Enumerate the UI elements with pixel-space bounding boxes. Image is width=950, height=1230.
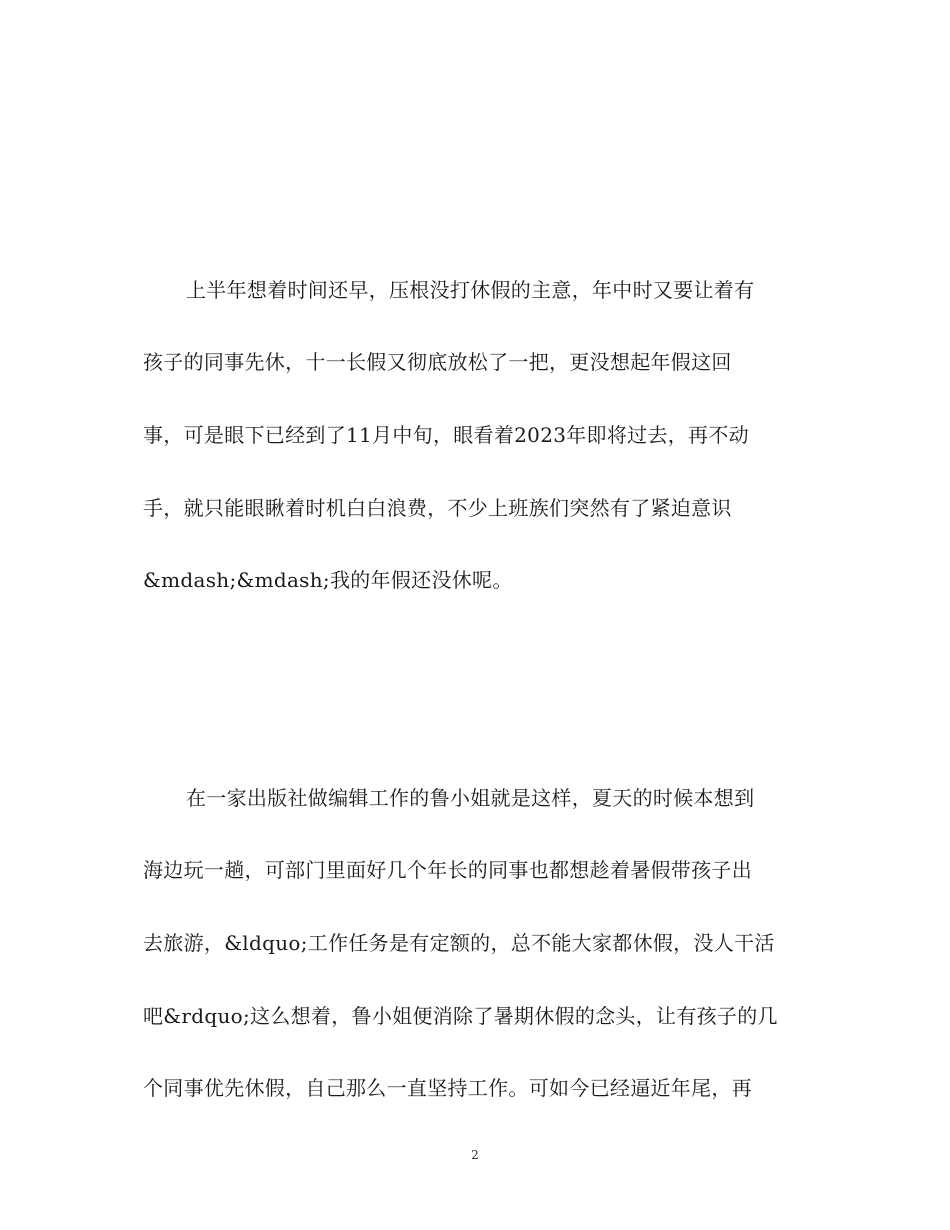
page-number: 2: [471, 1148, 479, 1162]
paragraph-1-line-4: 手，就只能眼瞅着时机白白浪费，不少上班族们突然有了紧迫意识: [143, 496, 732, 520]
paragraph-2-line-4: 吧&rdquo;这么想着，鲁小姐便消除了暑期休假的念头，让有孩子的几: [143, 1004, 778, 1028]
paragraph-1-line-1: 上半年想着时间还早，压根没打休假的主意，年中时又要让着有: [186, 278, 755, 302]
paragraph-1-line-3: 事，可是眼下已经到了11月中旬，眼看着2023年即将过去，再不动: [143, 423, 749, 447]
paragraph-1-line-2: 孩子的同事先休，十一长假又彻底放松了一把，更没想起年假这回: [143, 350, 732, 374]
paragraph-2-line-3: 去旅游，&ldquo;工作任务是有定额的，总不能大家都休假，没人干活: [143, 931, 775, 955]
paragraph-2-line-5: 个同事优先休假，自己那么一直坚持工作。可如今已经逼近年尾，再: [143, 1076, 752, 1100]
paragraph-2-line-1: 在一家出版社做编辑工作的鲁小姐就是这样，夏天的时候本想到: [186, 786, 755, 810]
paragraph-2-line-2: 海边玩一趟，可部门里面好几个年长的同事也都想趁着暑假带孩子出: [143, 858, 752, 882]
paragraph-1-line-5: &mdash;&mdash;我的年假还没休呢。: [143, 568, 513, 592]
